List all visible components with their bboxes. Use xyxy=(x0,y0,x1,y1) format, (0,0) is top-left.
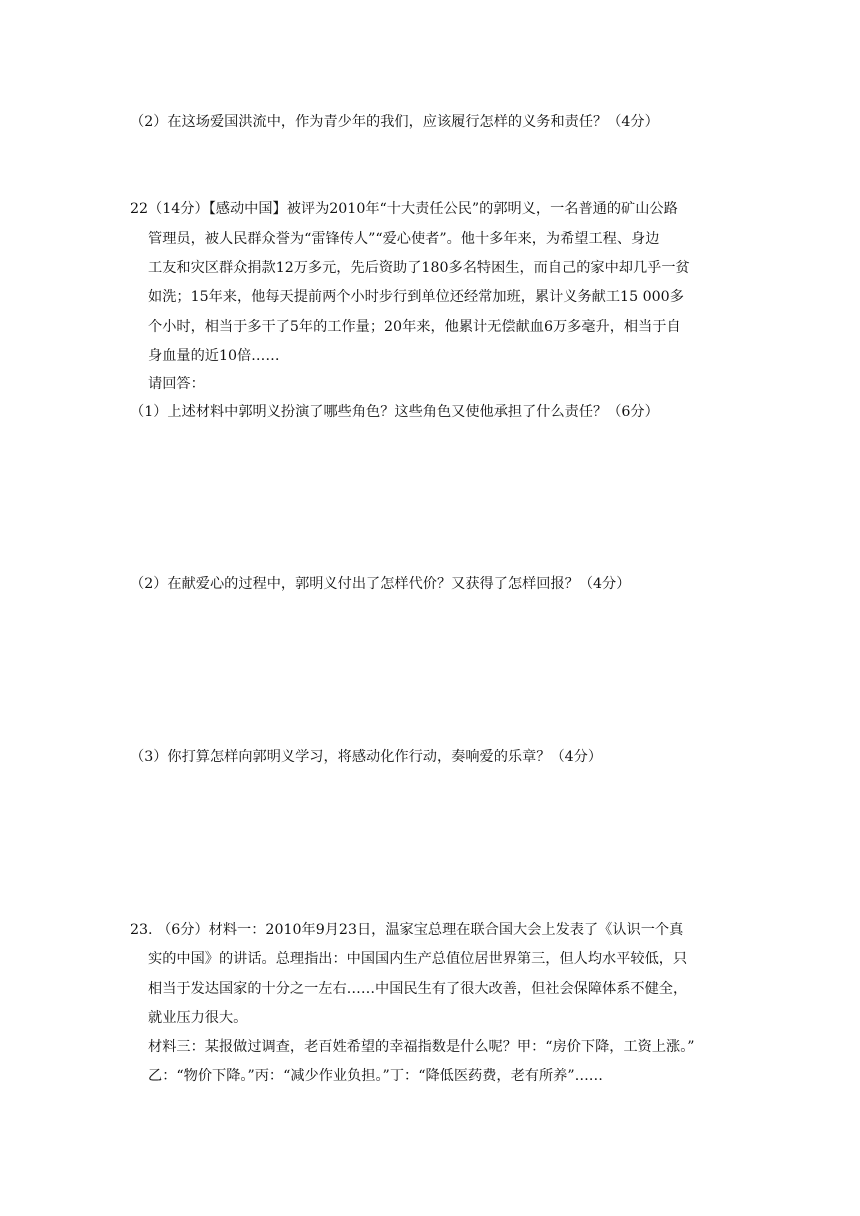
q22-line-2: 管理员，被人民群众誉为“雷锋传人”“爱心使者”。他十多年来，为希望工程、身边 xyxy=(148,231,660,247)
q22-line-1: 22（14分）【感动中国】被评为2010年“十大责任公民”的郭明义，一名普通的矿山公路 xyxy=(130,201,678,217)
q22-line-4: 如洗；15年来，他每天提前两个小时步行到单位还经常加班，累计义务献工15 000多 xyxy=(148,289,684,305)
q23-line-2: 实的中国》的讲话。总理指出：中国国内生产总值位居世界第三，但人均水平较低，只 xyxy=(148,951,688,967)
q23-line-3: 相当于发达国家的十分之一左右……中国民生有了很大改善，但社会保障体系不健全， xyxy=(148,981,688,997)
q22-line-6: 身血量的近10倍…… xyxy=(148,348,280,364)
q23-line-5: 材料三：某报做过调查，老百姓希望的幸福指数是什么呢？甲：“房价下降，工资上涨。” xyxy=(148,1039,695,1055)
q22-part1-prompt: （1）上述材料中郭明义扮演了哪些角色？这些角色又使他承担了什么责任？（6分） xyxy=(130,404,659,420)
q23-line-1: 23. （6分）材料一：2010年9月23日，温家宝总理在联合国大会上发表了《认识一个真 xyxy=(130,922,684,938)
q23-line-4: 就业压力很大。 xyxy=(148,1010,248,1026)
q22-part2-prompt: （2）在献爱心的过程中，郭明义付出了怎样代价？又获得了怎样回报？（4分） xyxy=(130,576,631,592)
q22-line-5: 个小时，相当于多干了5年的工作量；20年来，他累计无偿献血6万多毫升，相当于自 xyxy=(148,319,681,335)
q21-part2-prompt: （2）在这场爱国洪流中，作为青少年的我们，应该履行怎样的义务和责任？（4分） xyxy=(130,114,659,130)
q22-line-3: 工友和灾区群众捐款12万多元，先后资助了180多名特困生，而自己的家中却几乎一贫 xyxy=(148,260,690,276)
q22-answer-prompt: 请回答： xyxy=(148,376,205,392)
q22-part3-prompt: （3）你打算怎样向郭明义学习，将感动化作行动，奏响爱的乐章？（4分） xyxy=(130,749,603,765)
q23-line-6: 乙：“物价下降。”丙：“减少作业负担。”丁：“降低医药费，老有所养”…… xyxy=(148,1068,603,1084)
